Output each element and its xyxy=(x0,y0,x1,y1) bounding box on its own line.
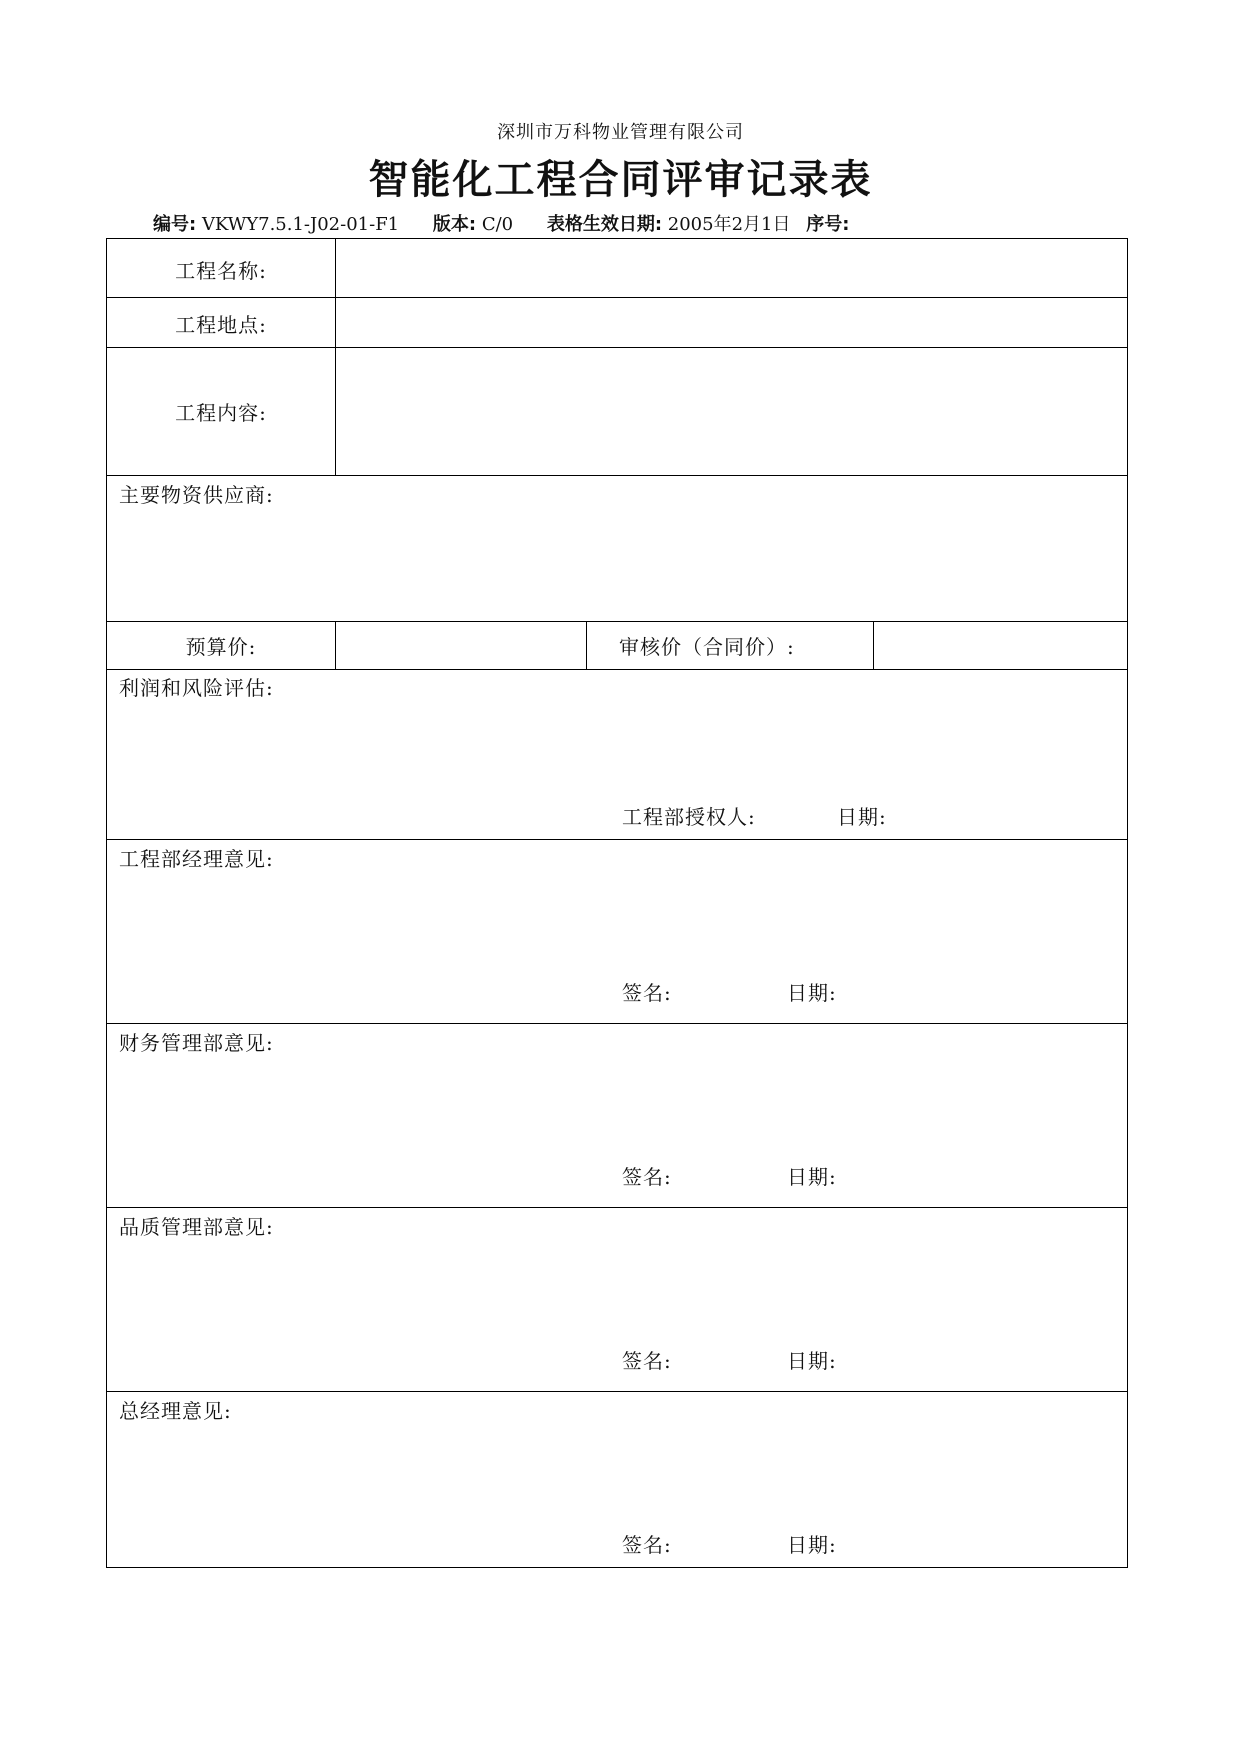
version-label: 版本: xyxy=(432,214,477,235)
project-location-label: 工程地点: xyxy=(175,313,267,337)
row-divider xyxy=(107,1391,1127,1392)
quality-sign-label: 签名: xyxy=(622,1349,672,1373)
version-value: C/0 xyxy=(481,214,514,235)
finance-sign-label: 签名: xyxy=(622,1165,672,1189)
row-divider xyxy=(107,669,1127,670)
effective-date-label: 表格生效日期: xyxy=(546,214,663,235)
project-name-field[interactable] xyxy=(335,239,1127,297)
column-divider xyxy=(586,621,587,669)
company-name: 深圳市万科物业管理有限公司 xyxy=(497,122,744,143)
project-content-label: 工程内容: xyxy=(175,401,267,425)
number-label: 编号: xyxy=(153,214,197,235)
audited-price-label: 审核价（合同价）: xyxy=(619,635,795,659)
project-name-label: 工程名称: xyxy=(175,259,267,283)
row-divider xyxy=(107,475,1127,476)
effective-date-value: 2005年2月1日 xyxy=(667,214,791,235)
serial-label: 序号: xyxy=(806,214,850,235)
budget-price-field[interactable] xyxy=(335,621,586,669)
quality-opinion-label: 品质管理部意见: xyxy=(119,1215,274,1239)
project-location-field[interactable] xyxy=(335,297,1127,347)
gm-sign-label: 签名: xyxy=(622,1533,672,1557)
row-divider xyxy=(107,1023,1127,1024)
finance-opinion-label: 财务管理部意见: xyxy=(119,1031,274,1055)
risk-assessment-label: 利润和风险评估: xyxy=(119,676,274,700)
eng-manager-opinion-label: 工程部经理意见: xyxy=(119,847,274,871)
authorizer-label: 工程部授权人: xyxy=(622,805,756,829)
audited-price-field[interactable] xyxy=(873,621,1127,669)
finance-date-label: 日期: xyxy=(787,1165,837,1189)
project-content-field[interactable] xyxy=(335,347,1127,475)
eng-manager-date-label: 日期: xyxy=(787,981,837,1005)
row-divider xyxy=(107,839,1127,840)
main-suppliers-label: 主要物资供应商: xyxy=(119,483,274,507)
gm-opinion-label: 总经理意见: xyxy=(119,1399,232,1423)
risk-date-label: 日期: xyxy=(837,805,887,829)
budget-price-label: 预算价: xyxy=(185,635,257,659)
review-form-table xyxy=(106,238,1128,1568)
quality-date-label: 日期: xyxy=(787,1349,837,1373)
row-divider xyxy=(107,1207,1127,1208)
form-title: 智能化工程合同评审记录表 xyxy=(368,157,873,203)
gm-date-label: 日期: xyxy=(787,1533,837,1557)
form-meta-line xyxy=(153,210,1153,236)
number-value: VKWY7.5.1-J02-01-F1 xyxy=(201,214,400,235)
eng-manager-sign-label: 签名: xyxy=(622,981,672,1005)
